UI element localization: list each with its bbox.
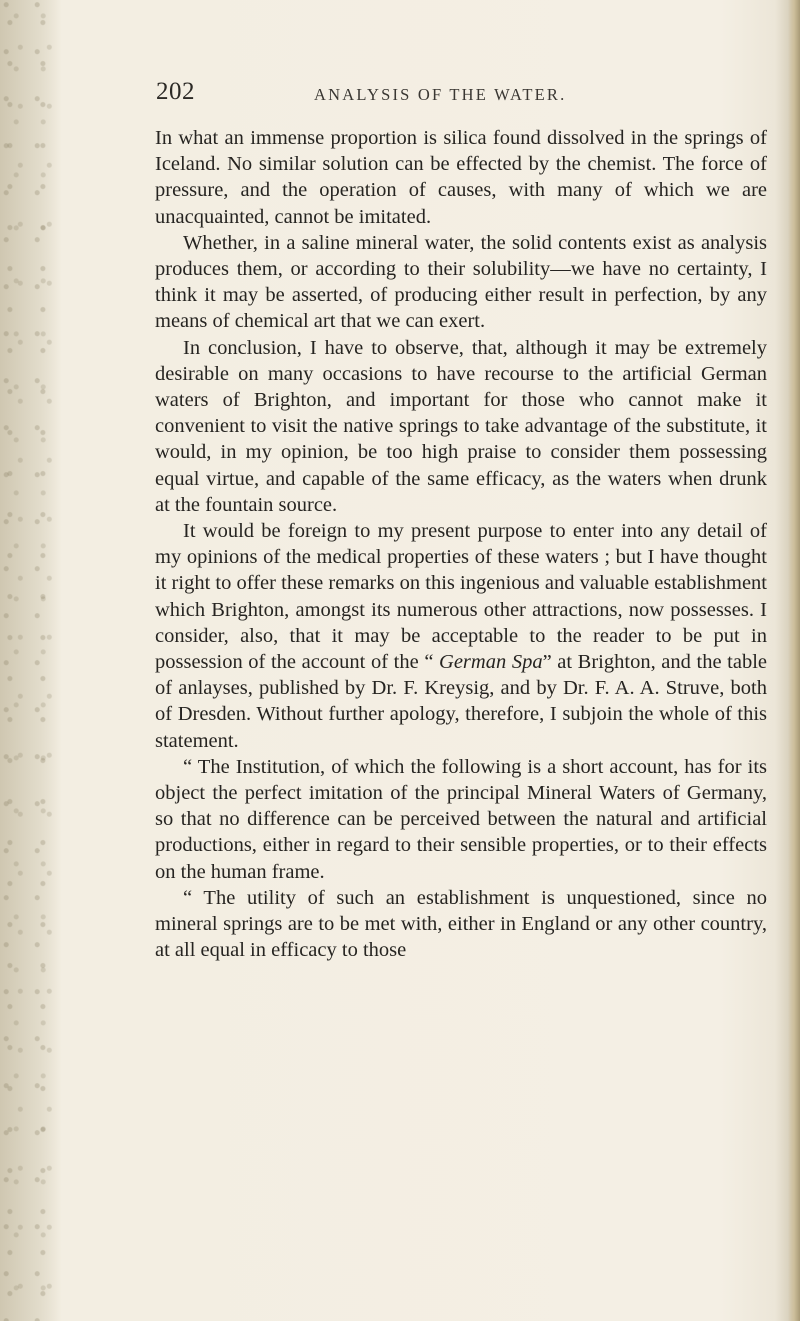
paragraph-4: [155, 518, 767, 754]
quote-paragraph-2: “ The utility of such an establishment is unquestioned, since no mineral springs are to be met with, either in England or any other country, at all equal in efficacy to those: [155, 886, 767, 962]
running-title: ANALYSIS OF THE WATER.: [314, 85, 567, 104]
paragraph-2: Whether, in a saline mineral water, the solid contents exist as analysis produces them, or according to their solubility—we have no certainty, I think it may be asserted, of producing either result in perfection, by any means of chemical art that we can exert.: [155, 231, 767, 333]
page-left-edge: [0, 0, 62, 1321]
page-number: 202: [156, 78, 195, 105]
german-spa-title: German Spa: [439, 651, 543, 674]
paragraph-4-before: It would be foreign to my present purpose to enter into any detail of my opinions of the medical properties of these waters ; but I have thought it right to offer these remarks on this ingenious and valuable establishment which Brighton, amongst its numerous other attractions, now possesses. I consider, also, that it may be acceptable to the reader to be put in possession of the account of the “: [155, 520, 767, 674]
body-text: [155, 125, 767, 964]
quote-paragraph-1: “ The Institution, of which the following is a short account, has for its object the perfect imitation of the principal Mineral Waters of Germany, so that no difference can be perceived between the natural and artificial productions, either in regard to their sensible properties, or to their effects on the human frame.: [155, 755, 767, 883]
page-header: [156, 78, 756, 108]
paragraph-1: In what an immense proportion is silica found dissolved in the springs of Iceland. No similar solution can be effected by the chemist. The force of pressure, and the operation of causes, with many of which we are unacquainted, cannot be imitated.: [155, 127, 767, 228]
page-right-edge: [788, 0, 800, 1321]
paragraph-4-after: ” at Brighton, and the table of anlayses, published by Dr. F. Kreysig, and by Dr. F. A. A. Struve, both of Dresden. Without further apology, therefore, I subjoin the whole of this statement.: [155, 651, 767, 752]
paragraph-3: In conclusion, I have to observe, that, although it may be extremely desirable on many occasions to have recourse to the artificial German waters of Brighton, and important for those who cannot make it convenient to visit the native springs to take advantage of the substitute, it would, in my opinion, be too high praise to consider them possessing equal virtue, and capable of the same efficacy, as the waters when drunk at the fountain source.: [155, 336, 767, 516]
